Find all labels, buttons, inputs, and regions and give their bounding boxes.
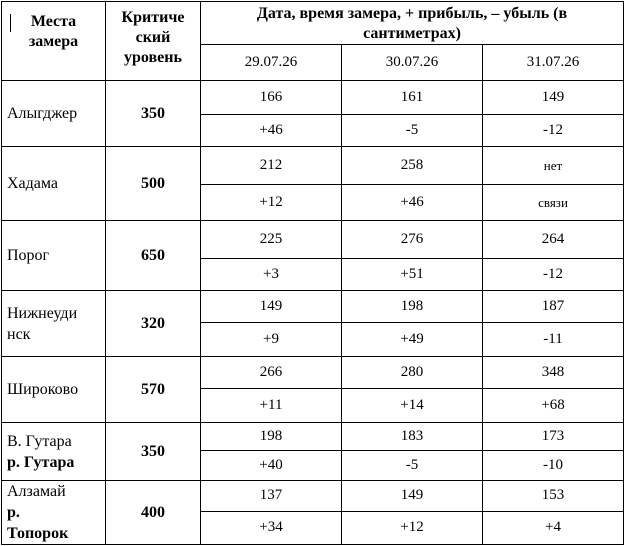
critical-level: 350 (106, 81, 201, 147)
change-value: +9 (201, 323, 342, 357)
change-value: -5 (342, 115, 483, 147)
change-value: +34 (201, 511, 342, 544)
level-value: 348 (483, 357, 624, 389)
place-line: В. Гутара (7, 432, 72, 450)
place-name (2, 423, 106, 481)
critical-level: 570 (106, 357, 201, 423)
level-value: 280 (342, 357, 483, 389)
level-value: 276 (342, 221, 483, 259)
change-value: -10 (483, 451, 624, 481)
level-value: 198 (342, 291, 483, 323)
date-col-3: 31.07.26 (483, 45, 624, 81)
level-value: 187 (483, 291, 624, 323)
table-row (2, 291, 624, 323)
level-value: 212 (201, 147, 342, 185)
critical-level: 650 (106, 221, 201, 291)
place-name (2, 357, 106, 423)
level-value: 173 (483, 423, 624, 451)
place-name (2, 147, 106, 221)
header-place-line1: Места (30, 13, 77, 30)
table-row (2, 221, 624, 259)
header-place (2, 2, 106, 81)
place-line: Хадама (7, 175, 59, 192)
level-value: 161 (342, 81, 483, 115)
critical-level: 320 (106, 291, 201, 357)
level-value: 264 (483, 221, 624, 259)
change-value: -5 (342, 451, 483, 481)
place-line: Алзамай (7, 483, 66, 500)
level-value: 149 (342, 481, 483, 512)
place-line: Порог (7, 247, 50, 264)
change-value: +11 (201, 389, 342, 423)
header-critical (106, 2, 201, 81)
place-line: нск (7, 325, 31, 343)
change-value: +12 (342, 511, 483, 544)
water-level-table (1, 1, 624, 545)
change-value: +14 (342, 389, 483, 423)
level-value: 137 (201, 481, 342, 512)
change-value: +4 (483, 511, 624, 544)
table-row (2, 423, 624, 451)
change-value: -11 (483, 323, 624, 357)
table-row (2, 357, 624, 389)
table-row (2, 81, 624, 115)
level-value: 266 (201, 357, 342, 389)
change-value: +68 (483, 389, 624, 423)
header-critical-line2: ский (135, 29, 171, 46)
critical-level: 500 (106, 147, 201, 221)
place-name (2, 481, 106, 545)
river-prefix: р. (7, 504, 20, 521)
change-value: +46 (201, 115, 342, 147)
header-row (2, 2, 624, 45)
level-value: 166 (201, 81, 342, 115)
level-value: 258 (342, 147, 483, 185)
table-row (2, 147, 624, 185)
date-col-1: 29.07.26 (201, 45, 342, 81)
level-value: 149 (201, 291, 342, 323)
change-value: +12 (201, 185, 342, 221)
change-value: связи (483, 185, 624, 221)
place-line: Нижнеуди (7, 304, 78, 322)
river-name: Топорок (7, 525, 69, 542)
place-name (2, 221, 106, 291)
change-value: +40 (201, 451, 342, 481)
place-name (2, 81, 106, 147)
level-value: 183 (342, 423, 483, 451)
place-line: Широково (7, 381, 79, 398)
level-value: 225 (201, 221, 342, 259)
header-group-title: Дата, время замера, + прибыль, – убыль (в сантиметрах) (201, 2, 624, 45)
change-value: +49 (342, 323, 483, 357)
place-name (2, 291, 106, 357)
table-row (2, 481, 624, 512)
change-value: -12 (483, 115, 624, 147)
change-value: +3 (201, 259, 342, 291)
header-critical-line3: уровень (124, 49, 182, 66)
level-value: 198 (201, 423, 342, 451)
header-critical-line1: Критиче (121, 9, 185, 26)
level-value: 149 (483, 81, 624, 115)
change-value: +46 (342, 185, 483, 221)
header-place-line2: замера (28, 33, 79, 50)
change-value: -12 (483, 259, 624, 291)
level-value: 153 (483, 481, 624, 512)
river-name: р. Гутара (7, 453, 75, 471)
place-line: Алыгджер (7, 105, 78, 122)
level-value: нет (483, 147, 624, 185)
critical-level: 350 (106, 423, 201, 481)
critical-level: 400 (106, 481, 201, 545)
date-col-2: 30.07.26 (342, 45, 483, 81)
change-value: +51 (342, 259, 483, 291)
